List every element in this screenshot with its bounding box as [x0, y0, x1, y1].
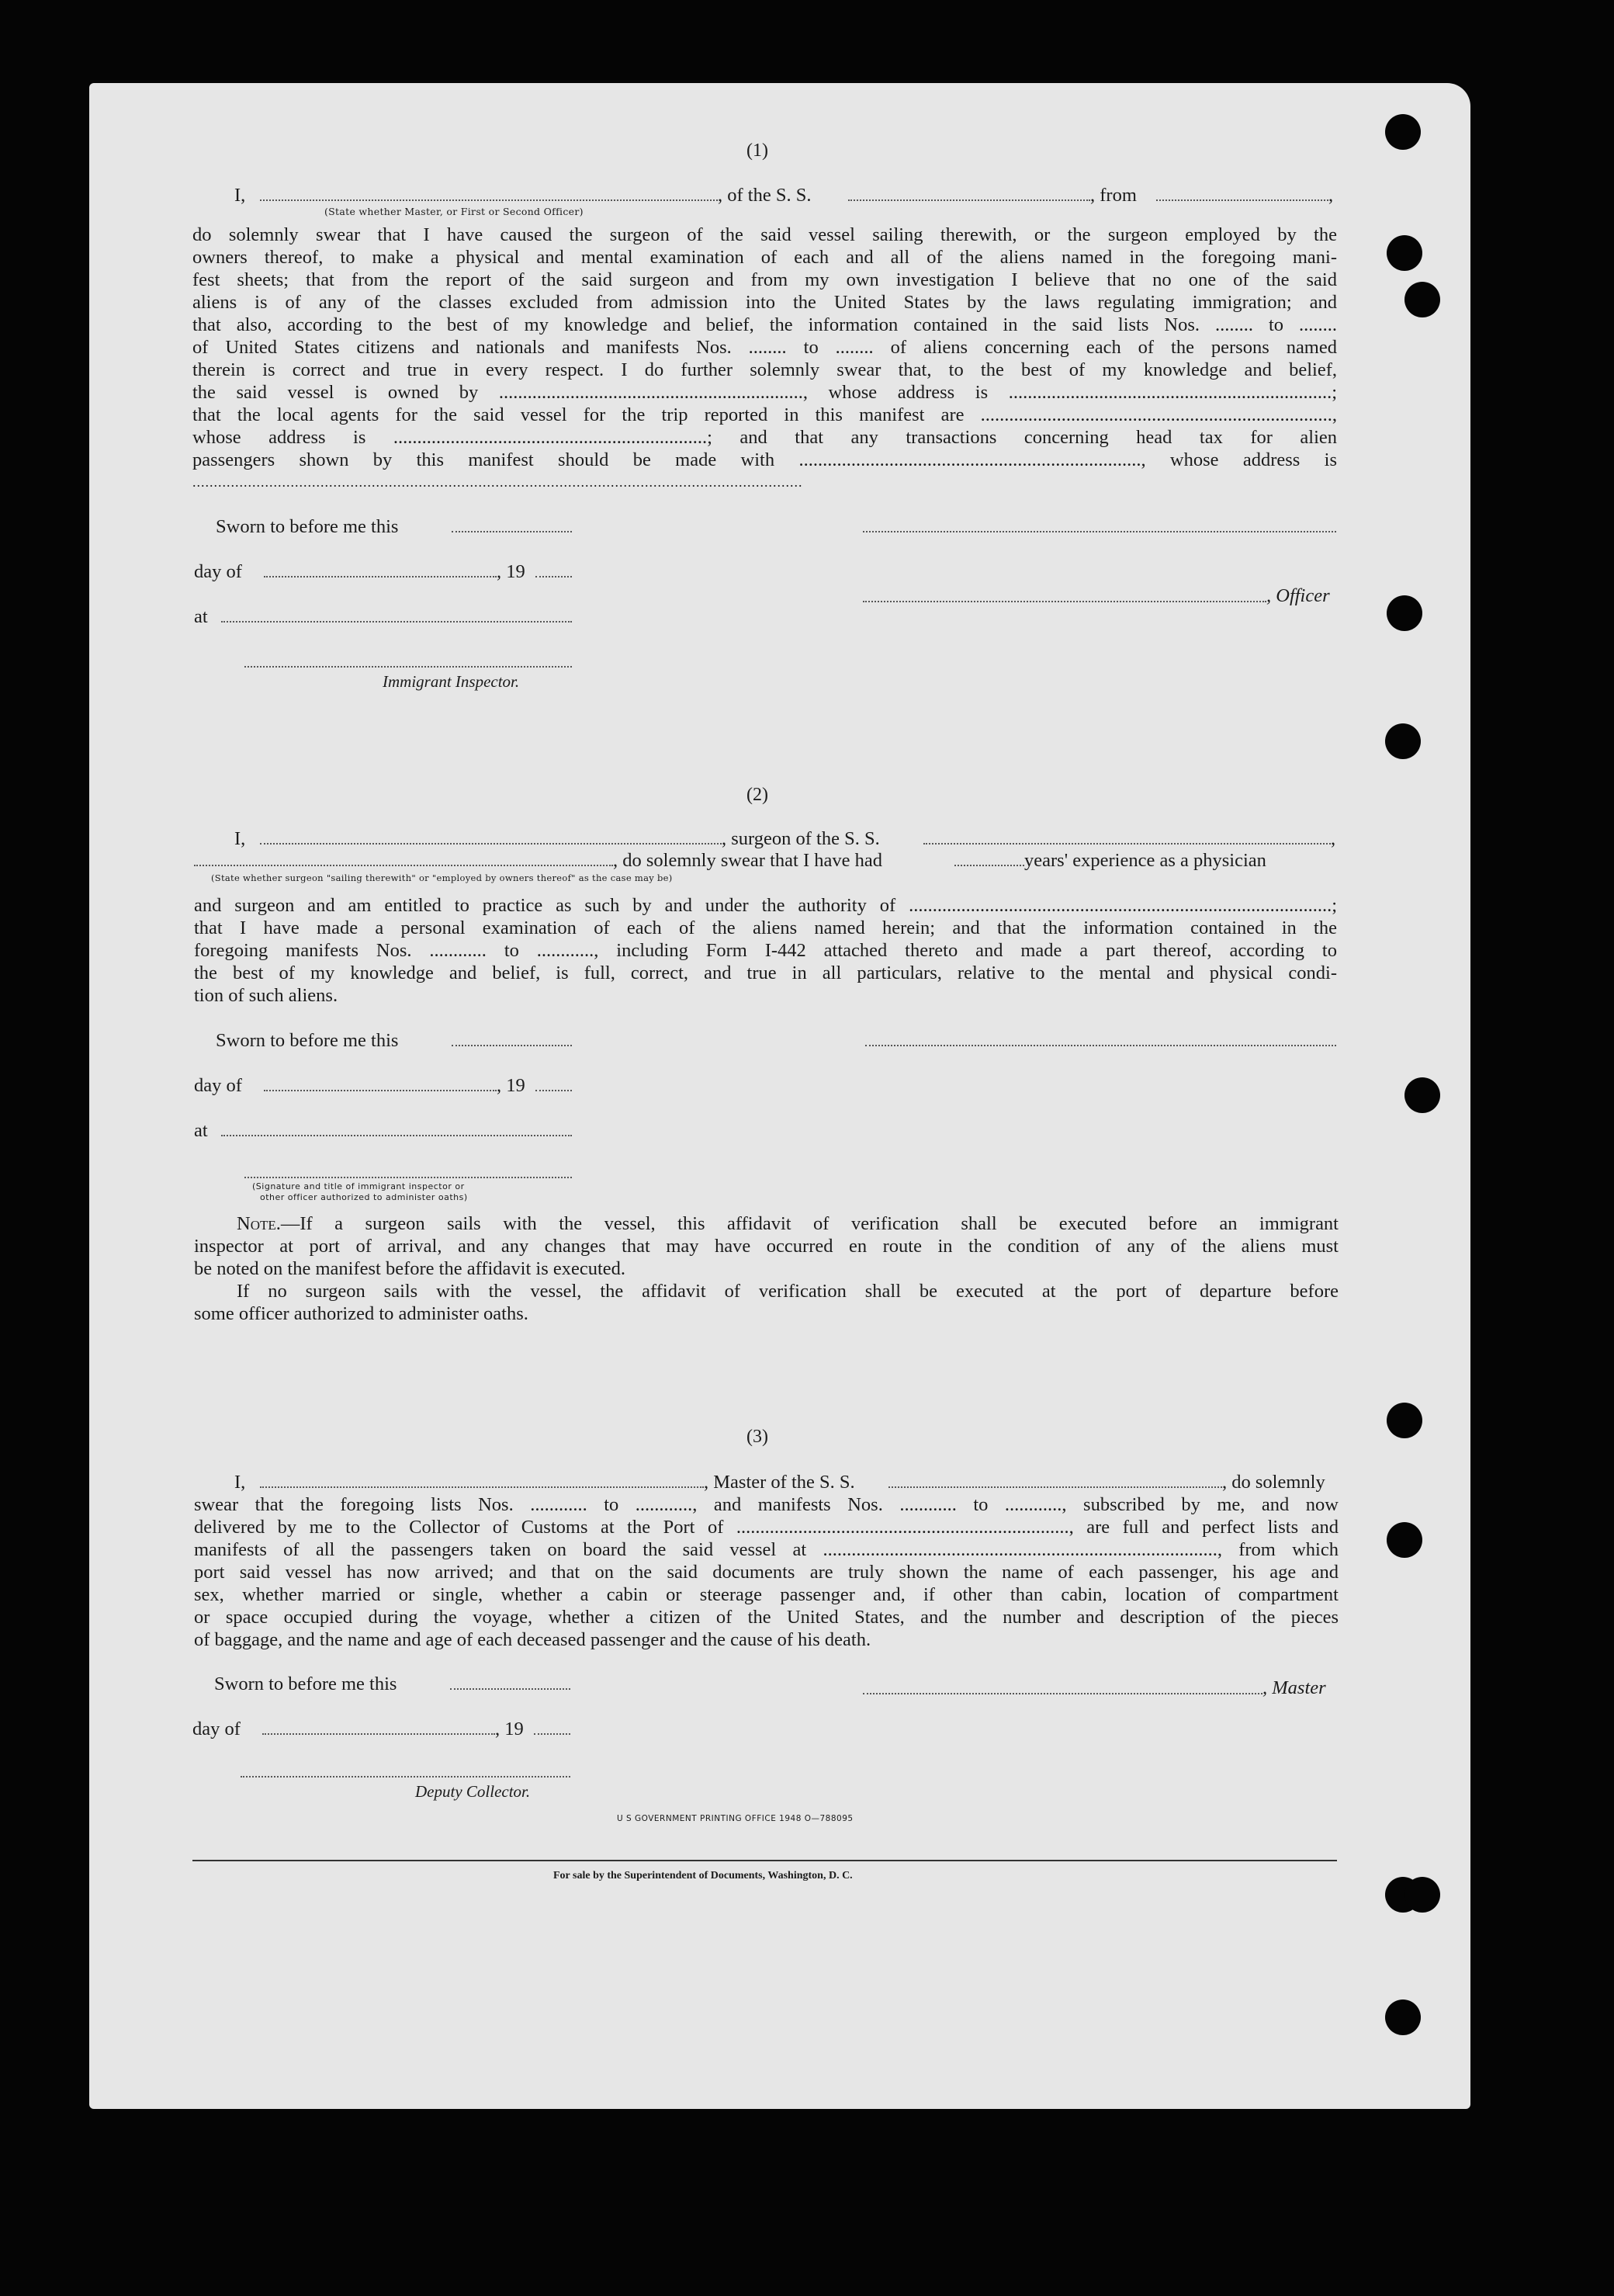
sec1-officer-label: , Officer [1266, 585, 1330, 606]
sec3-i: I, [234, 1472, 246, 1493]
sec3-collector-label: Deputy Collector. [415, 1782, 531, 1801]
sec1-sworn: Sworn to before me this [216, 516, 399, 537]
sec2-body-line: and surgeon and am entitled to practice as such by and under the authority of .........................................................................................; [194, 895, 1337, 916]
sec1-inspector-label: Immigrant Inspector. [383, 672, 520, 691]
sec2-note-line [194, 1212, 1339, 1235]
sec2-body-line: that I have made a personal examination of each of the aliens named herein; and that the information contained in the [194, 917, 1337, 938]
sec2-line1-comma: , [1331, 828, 1336, 849]
note-label: Note. [237, 1213, 281, 1234]
sec2-body-line: foregoing manifests Nos. ............ to ............, including Form I-442 attached thereto and made a part thereof, according to [194, 940, 1337, 961]
punch-hole [1387, 235, 1422, 271]
sec1-line1-comma: , [1328, 185, 1334, 206]
sec3-body-line: swear that the foregoing lists Nos. ............ to ............, and manifests Nos. ............ to ............, subscribed by me, and now [194, 1494, 1339, 1515]
punch-hole [1404, 1877, 1440, 1913]
sec1-body-last-line: ............................................................................................................................................... [192, 474, 803, 490]
sec3-19: , 19 [495, 1719, 524, 1739]
sec1-body-line: fest sheets; that from the report of the said surgeon and from my own investigation I believe that no one of the said [192, 269, 1337, 290]
sec2-note-text: —If a surgeon sails with the vessel, this affidavit of verification shall be executed before an immigrant [280, 1213, 1339, 1234]
gpo-imprint: U S GOVERNMENT PRINTING OFFICE 1948 O—788095 [617, 1814, 854, 1823]
sec2-sworn: Sworn to before me this [216, 1030, 399, 1051]
sec2-note-last-line: be noted on the manifest before the affidavit is executed. [194, 1258, 626, 1279]
sec2-surgeon-note: (State whether surgeon "sailing therewith" or "employed by owners thereof" as the case may be) [211, 872, 673, 883]
sec1-day-blank [264, 576, 497, 577]
sec1-body [192, 224, 1337, 494]
sec3-body-line: or space occupied during the voyage, whether a citizen of the United States, and the number and description of the pieces [194, 1607, 1339, 1628]
sec2-body [194, 894, 1337, 1007]
sec2-at: at [194, 1120, 208, 1141]
sec2-ship-blank [923, 843, 1331, 845]
sec1-body-line: do solemnly swear that I have caused the surgeon of the said vessel sailing therewith, or the surgeon employed by the [192, 224, 1337, 245]
sec2-sig-note-2: other officer authorized to administer oaths) [260, 1192, 468, 1202]
section-1-number: (1) [746, 140, 768, 161]
sec2-day-blank [264, 1090, 497, 1091]
sec3-sworn-blank [450, 1688, 570, 1690]
sec3-dayof: day of [192, 1719, 241, 1739]
sec1-body-line: passengers shown by this manifest should be made with ........................................................................, whose address is [192, 449, 1337, 470]
sec3-day-blank [262, 1733, 495, 1735]
sec1-dayof: day of [194, 561, 242, 582]
sec2-signature-blank [865, 1045, 1336, 1046]
sec1-line1-from: , from [1090, 185, 1137, 206]
sec2-19: , 19 [497, 1075, 525, 1096]
punch-hole [1404, 1077, 1440, 1113]
sec2-sailing-blank [194, 865, 613, 866]
sec3-sworn: Sworn to before me this [214, 1673, 397, 1694]
sec2-line1-i: I, [234, 828, 246, 849]
sec2-sworn-blank [452, 1045, 572, 1046]
sec3-body [194, 1493, 1339, 1651]
sec1-line1-ss: , of the S. S. [718, 185, 812, 206]
sec1-body-line: that also, according to the best of my knowledge and belief, the information contained in the said lists Nos. ........ to ........ [192, 314, 1337, 335]
sec3-ship-blank [888, 1486, 1222, 1488]
sec2-line2-years: years' experience as a physician [1024, 850, 1266, 871]
sec1-body-line: the said vessel is owned by ................................................................, whose address is ....................................................................; [192, 382, 1337, 403]
sec1-body-line: of United States citizens and nationals and manifests Nos. ........ to ........ of aliens concerning each of the persons named [192, 337, 1337, 358]
sec2-dayof: day of [194, 1075, 242, 1096]
sec3-body-line: sex, whether married or single, whether a cabin or steerage passenger and, if other than cabin, location of compartment [194, 1584, 1339, 1605]
sec2-note [194, 1212, 1339, 1325]
sec3-body-line: delivered by me to the Collector of Customs at the Port of ......................................................................, are full and perfect lists and [194, 1517, 1339, 1538]
punch-hole [1385, 723, 1421, 759]
punch-hole [1387, 1403, 1422, 1438]
sec2-note2-last-line: some officer authorized to administer oaths. [194, 1303, 528, 1324]
sec2-note2-line: If no surgeon sails with the vessel, the affidavit of verification shall be executed at the port of departure before [237, 1281, 1339, 1302]
sec2-years-blank [954, 865, 1024, 866]
sec1-officer-blank [260, 199, 718, 201]
sec3-body-last-line: of baggage, and the name and age of each deceased passenger and the cause of his death. [194, 1629, 871, 1650]
sec1-body-line: whose address is ..................................................................; and that any transactions concerning head tax for alien [192, 427, 1337, 448]
sec1-signature-blank [863, 531, 1336, 532]
section-3-number: (3) [746, 1427, 768, 1447]
sec2-sig-note-1: (Signature and title of immigrant inspector or [252, 1181, 465, 1191]
sec3-collector-sign-blank [241, 1776, 570, 1777]
sec3-master-blank [260, 1486, 704, 1488]
sec3-line1-ss: , Master of the S. S. [704, 1472, 855, 1493]
sec3-body-line: manifests of all the passengers taken on board the said vessel at ..................................................................................., from which [194, 1539, 1339, 1560]
sec3-line1-end: , do solemnly [1222, 1472, 1325, 1493]
sec1-officer-sign-blank [863, 601, 1266, 602]
punch-hole [1387, 1522, 1422, 1558]
sec2-body-last-line: tion of such aliens. [194, 985, 338, 1006]
sec2-year-blank [535, 1090, 572, 1091]
for-sale-note: For sale by the Superintendent of Documents, Washington, D. C. [553, 1870, 853, 1882]
sec2-body-line: the best of my knowledge and belief, is full, correct, and true in all particulars, relative to the mental and physical condi- [194, 962, 1337, 983]
sec1-body-line: aliens is of any of the classes excluded from admission into the United States by the laws regulating immigration; and [192, 292, 1337, 313]
sec1-body-line: that the local agents for the said vessel for the trip reported in this manifest are .........................................................................., [192, 404, 1337, 425]
sec1-officer-note: (State whether Master, or First or Second Officer) [324, 206, 584, 217]
sec1-year-blank [535, 576, 572, 577]
sec1-from-blank [1156, 199, 1328, 201]
sec1-sworn-blank [452, 531, 572, 532]
sec2-inspector-sign-blank [244, 1177, 572, 1178]
sec1-line1-i: I, [234, 185, 246, 206]
sec3-master-sign-blank [863, 1693, 1262, 1694]
sec2-line1-ss: , surgeon of the S. S. [722, 828, 880, 849]
sec1-inspector-sign-blank [244, 666, 572, 668]
punch-hole [1404, 282, 1440, 317]
sec1-body-line: therein is correct and true in every respect. I do further solemnly swear that, to the best of my knowledge and belief, [192, 359, 1337, 380]
footer-rule [192, 1860, 1337, 1861]
sec3-year-blank [534, 1733, 570, 1735]
sec2-line2-swear: , do solemnly swear that I have had [613, 850, 882, 871]
sec2-at-blank [221, 1135, 572, 1136]
sec3-body-line: port said vessel has now arrived; and that on the said documents are truly shown the name of each passenger, his age and [194, 1562, 1339, 1583]
punch-hole [1385, 114, 1421, 150]
sec1-19: , 19 [497, 561, 525, 582]
sec3-master-label: , Master [1262, 1677, 1326, 1698]
sec2-surgeon-blank [260, 843, 722, 845]
sec1-ship-blank [848, 199, 1090, 201]
sec1-at-blank [221, 621, 572, 623]
sec1-at: at [194, 606, 208, 627]
section-2-number: (2) [746, 785, 768, 805]
punch-hole [1385, 1999, 1421, 2035]
sec2-note-line: inspector at port of arrival, and any changes that may have occurred en route in the condition of any of the aliens must [194, 1236, 1339, 1257]
punch-hole [1387, 595, 1422, 631]
sec1-body-line: owners thereof, to make a physical and mental examination of each and all of the aliens named in the foregoing mani- [192, 247, 1337, 268]
